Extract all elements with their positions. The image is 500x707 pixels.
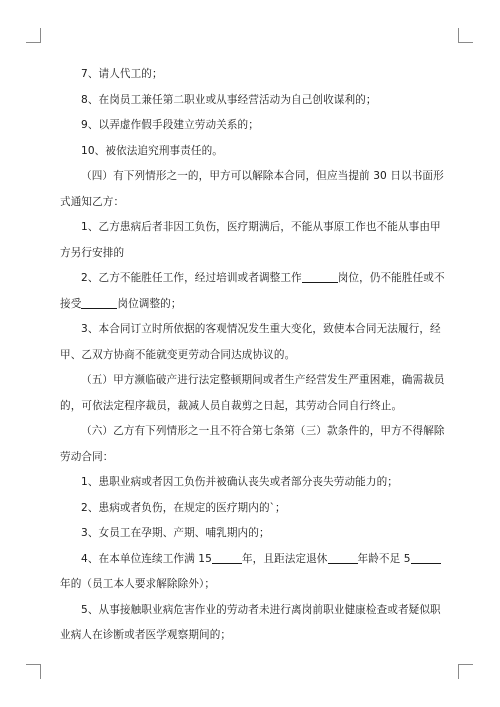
section-4-item-1: 1、乙方患病后者非因工负伤，医疗期满后，不能从事原工作也不能从事由甲方另行安排的 — [60, 221, 441, 259]
fill-in-blank — [411, 551, 441, 564]
section-6-item-3: 3、女员工在孕期、产期、哺乳期内的； — [81, 527, 270, 539]
item-10: 10、被依法追究刑事责任的。 — [81, 144, 224, 157]
section-4-intro: （四）有下列情形之一的，甲方可以解除本合同，但应当提前 30 日以书面形式通知乙方： — [60, 170, 444, 208]
section-5: （五）甲方濒临破产进行法定整顿期间或者生产经营发生严重困难，确需裁员的，可依法定程序裁员，裁减人员自裁剪之日起，其劳动合同自行终止。 — [60, 374, 445, 412]
section-6-item-4-text-d: 年的（员工本人要求解除除外）； — [60, 578, 216, 590]
crop-mark-top-right — [458, 28, 473, 43]
section-4-item-2-text-c: 岗位调整的； — [117, 297, 182, 310]
section-6-item-4-text-a: 4、在本单位连续工作满 15 — [81, 552, 212, 565]
section-4-item-3: 3、本合同订立时所依据的客观情况发生重大变化，致使本合同无法履行，经甲、乙双方协商不能就变更劳动合同达成协议的。 — [60, 323, 441, 361]
section-6-item-1: 1、患职业病或者因工负伤并被确认丧失或者部分丧失劳动能力的； — [81, 476, 398, 488]
section-4-item-2-text-a: 2、乙方不能胜任工作，经过培训或者调整工作 — [81, 272, 302, 284]
crop-mark-bottom-left — [26, 664, 41, 679]
fill-in-blank — [212, 551, 242, 564]
section-4-item-2 — [60, 266, 450, 317]
section-6-item-4-text-c: 年龄不足 5 — [357, 552, 411, 565]
section-6-item-2: 2、患病或者负伤，在规定的医疗期内的`； — [81, 501, 286, 514]
fill-in-blank — [302, 270, 338, 283]
section-6-item-4-text-b: 年，且距法定退休 — [241, 552, 328, 565]
item-9: 9、以弄虚作假手段建立劳动关系的； — [81, 119, 259, 131]
section-6-item-4 — [60, 547, 450, 598]
section-6-intro: （六）乙方有下列情形之一且不符合第七条第（三）款条件的，甲方不得解除劳动合同： — [60, 425, 445, 463]
crop-mark-bottom-right — [458, 664, 473, 679]
item-8: 8、在岗员工兼任第二职业或从事经营活动为自己创收谋利的； — [81, 93, 377, 106]
crop-mark-top-left — [26, 28, 41, 43]
document-body — [60, 62, 450, 649]
fill-in-blank — [81, 296, 117, 309]
fill-in-blank — [328, 551, 358, 564]
item-7: 7、请人代工的； — [81, 68, 163, 80]
section-4-item-2-text-b: 岗位，仍不能胜任或不接受 — [60, 272, 445, 310]
section-6-item-5: 5、从事接触职业病危害作业的劳动者未进行离岗前职业健康检查或者疑似职业病人在诊断或者医学观察期间的； — [60, 603, 441, 641]
